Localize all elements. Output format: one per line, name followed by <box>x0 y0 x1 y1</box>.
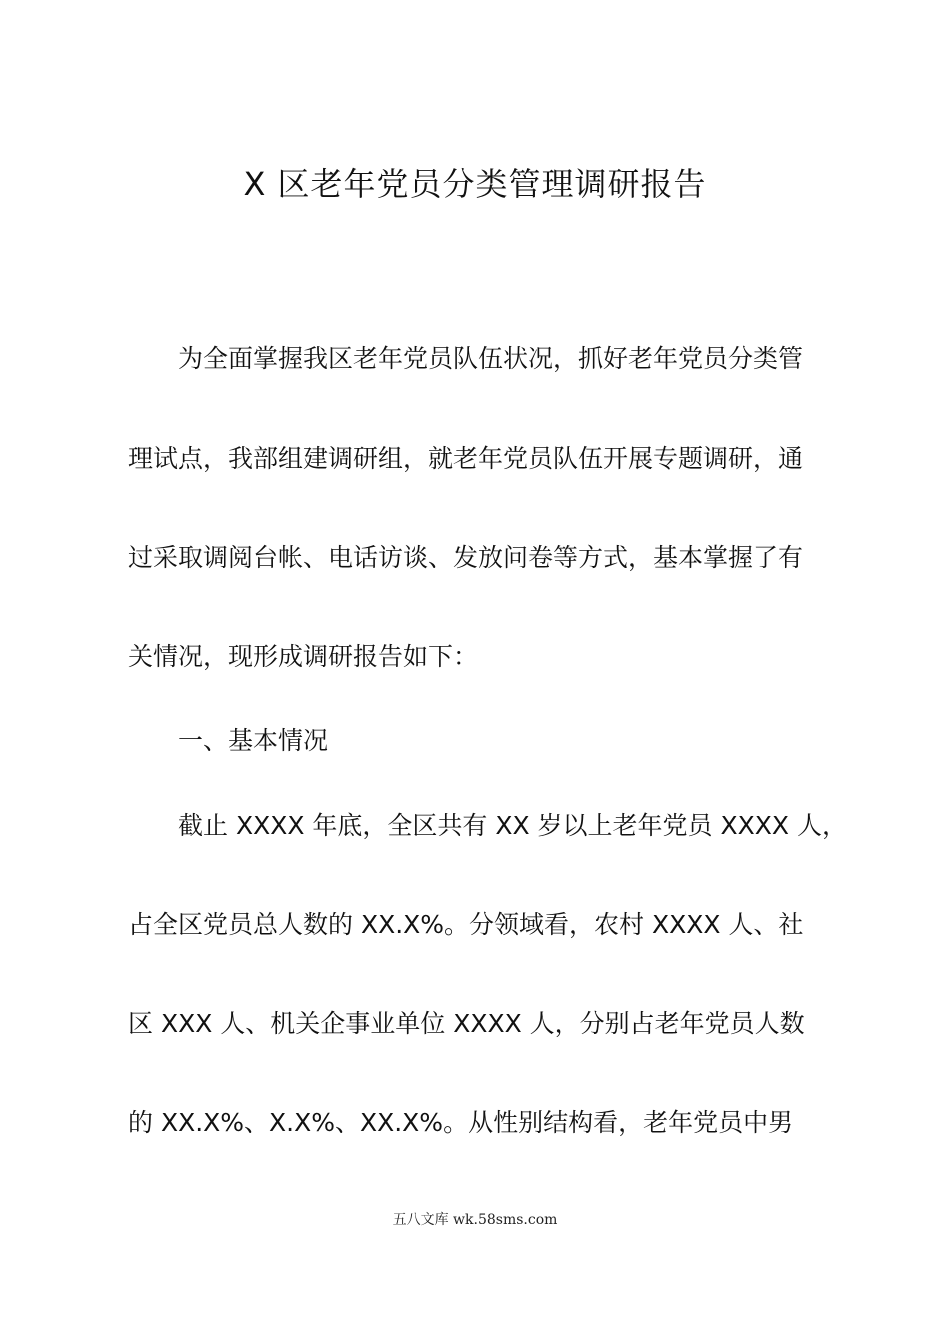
intro-line-3: 过采取调阅台帐、电话访谈、发放问卷等方式，基本掌握了有 <box>128 543 804 572</box>
section-line-1: 截止 XXXX 年底，全区共有 XX 岁以上老年党员 XXXX 人， <box>128 811 847 840</box>
section-heading: 一、基本情况 <box>128 726 329 755</box>
section-line-4: 的 XX.X%、X.X%、XX.X%。从性别结构看，老年党员中男 <box>128 1108 794 1137</box>
intro-line-2: 理试点，我部组建调研组，就老年党员队伍开展专题调研，通 <box>128 444 804 473</box>
footer-watermark: 五八文库 wk.58sms.com <box>392 1212 558 1228</box>
section-line-2: 占全区党员总人数的 XX.X%。分领域看，农村 XXXX 人、社 <box>128 910 804 939</box>
intro-line-1: 为全面掌握我区老年党员队伍状况，抓好老年党员分类管 <box>128 344 804 373</box>
intro-line-4: 关情况，现形成调研报告如下： <box>128 642 479 671</box>
document-title: X 区老年党员分类管理调研报告 <box>243 165 707 203</box>
section-line-3: 区 XXX 人、机关企事业单位 XXXX 人，分别占老年党员人数 <box>128 1009 805 1038</box>
